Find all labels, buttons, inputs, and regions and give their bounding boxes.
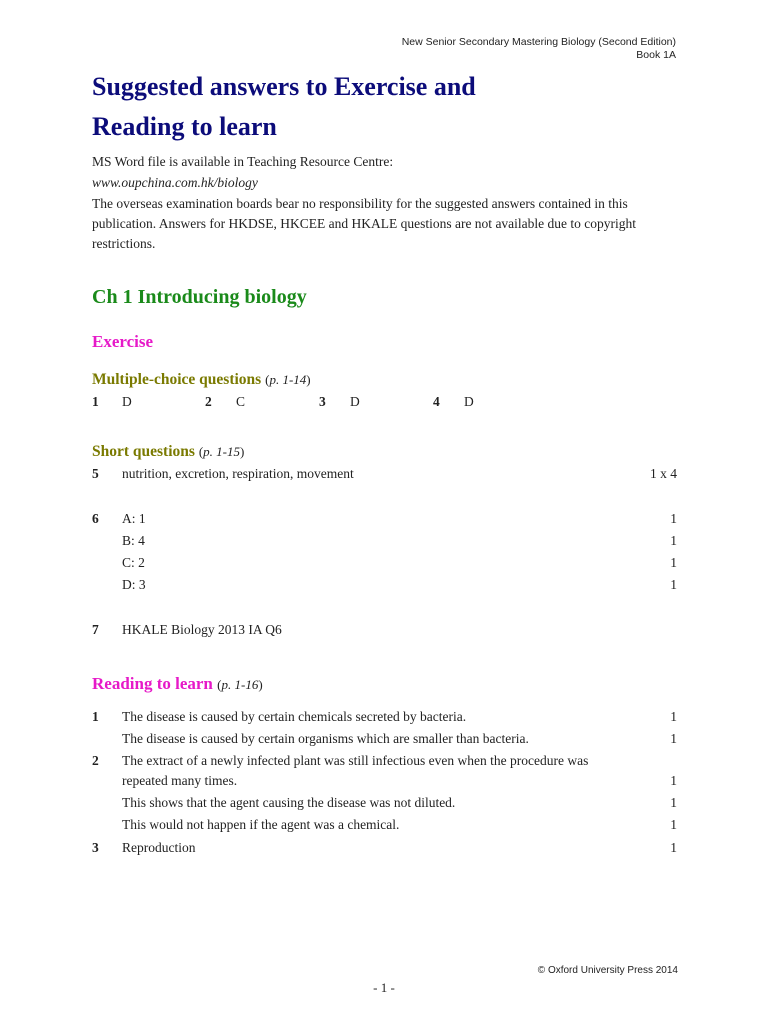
- reading-heading-label: Reading to learn: [92, 674, 213, 693]
- answer-text: A: 1: [122, 511, 146, 526]
- page-number: - 1 -: [373, 980, 395, 995]
- mcq-heading: [92, 371, 311, 389]
- page-title-line-1: Suggested answers to Exercise and: [92, 72, 476, 101]
- mcq-number: 4: [433, 394, 440, 409]
- question-number: 7: [92, 622, 99, 637]
- mark-value: 1: [670, 511, 677, 526]
- answer-text: repeated many times.: [122, 773, 238, 788]
- book-label: Book 1A: [636, 49, 676, 61]
- copyright-notice: © Oxford University Press 2014: [537, 965, 678, 976]
- answer-text: nutrition, excretion, respiration, movement: [122, 466, 354, 481]
- mark-value: 1 x 4: [650, 466, 677, 481]
- resource-url: www.oupchina.com.hk/biology: [92, 175, 258, 190]
- exercise-heading: Exercise: [92, 332, 154, 351]
- answer-row: [0, 509, 768, 529]
- answer-row: [0, 771, 768, 791]
- short-questions-page-ref: (p. 1-15): [198, 444, 245, 459]
- page-title-line-2: Reading to learn: [92, 112, 277, 141]
- mark-value: 1: [670, 817, 677, 832]
- mcq-answer: D: [350, 394, 360, 409]
- short-questions-label: Short questions: [92, 443, 195, 460]
- answer-text: The extract of a newly infected plant was still infectious even when the procedure was: [122, 753, 589, 768]
- answer-row: [0, 793, 768, 813]
- answer-row: [0, 751, 768, 771]
- question-number: 6: [92, 511, 99, 526]
- mcq-answer: D: [122, 394, 132, 409]
- series-title: New Senior Secondary Mastering Biology (Second Edition): [401, 36, 676, 48]
- answer-text: C: 2: [122, 555, 145, 570]
- mcq-answer: C: [236, 394, 246, 409]
- mcq-number: 1: [92, 394, 99, 409]
- mark-value: 1: [670, 533, 677, 548]
- mark-value: 1: [670, 709, 677, 724]
- answer-row: [0, 553, 768, 573]
- short-questions-heading: [92, 443, 244, 461]
- answer-text: Reproduction: [122, 840, 196, 855]
- answer-text: This shows that the agent causing the disease was not diluted.: [122, 795, 456, 810]
- document-header: [402, 36, 676, 62]
- mcq-number: 2: [205, 394, 212, 409]
- answer-text: HKALE Biology 2013 IA Q6: [122, 622, 282, 637]
- mcq-heading-label: Multiple-choice questions: [92, 371, 262, 388]
- answer-row: [0, 707, 768, 727]
- reading-to-learn-heading: [92, 674, 263, 694]
- mark-value: 1: [670, 840, 677, 855]
- answer-row: [0, 575, 768, 595]
- answer-text: This would not happen if the agent was a chemical.: [122, 817, 400, 832]
- answer-text: The disease is caused by certain organisms which are smaller than bacteria.: [122, 731, 529, 746]
- mcq-page-ref: (p. 1-14): [265, 372, 311, 387]
- chapter-heading: Ch 1 Introducing biology: [92, 286, 307, 308]
- mcq-number: 3: [319, 394, 326, 409]
- reading-page-ref: (p. 1-16): [217, 677, 263, 692]
- question-number: 5: [92, 466, 99, 481]
- mcq-answers-row: [0, 392, 768, 412]
- mark-value: 1: [670, 577, 677, 592]
- mark-value: 1: [670, 555, 677, 570]
- mcq-answer: D: [464, 394, 474, 409]
- disclaimer-text: The overseas examination boards bear no responsibility for the suggested answers contained in this publication. Answers for HKDSE, HKCEE and HKALE questions are not available due to copyright restrictions.: [92, 196, 637, 251]
- answer-row: [0, 815, 768, 835]
- question-number: 2: [92, 753, 99, 768]
- question-number: 1: [92, 709, 99, 724]
- question-number: 3: [92, 840, 99, 855]
- mark-value: 1: [670, 731, 677, 746]
- answer-row: [0, 729, 768, 749]
- answer-row: [0, 620, 768, 640]
- mark-value: 1: [670, 795, 677, 810]
- answer-row: [0, 838, 768, 858]
- word-file-note: MS Word file is available in Teaching Resource Centre:: [92, 154, 394, 169]
- answer-text: B: 4: [122, 533, 145, 548]
- answer-text: The disease is caused by certain chemicals secreted by bacteria.: [122, 709, 467, 724]
- answer-text: D: 3: [122, 577, 146, 592]
- mark-value: 1: [670, 773, 677, 788]
- answer-row: [0, 531, 768, 551]
- answer-row: [0, 464, 768, 484]
